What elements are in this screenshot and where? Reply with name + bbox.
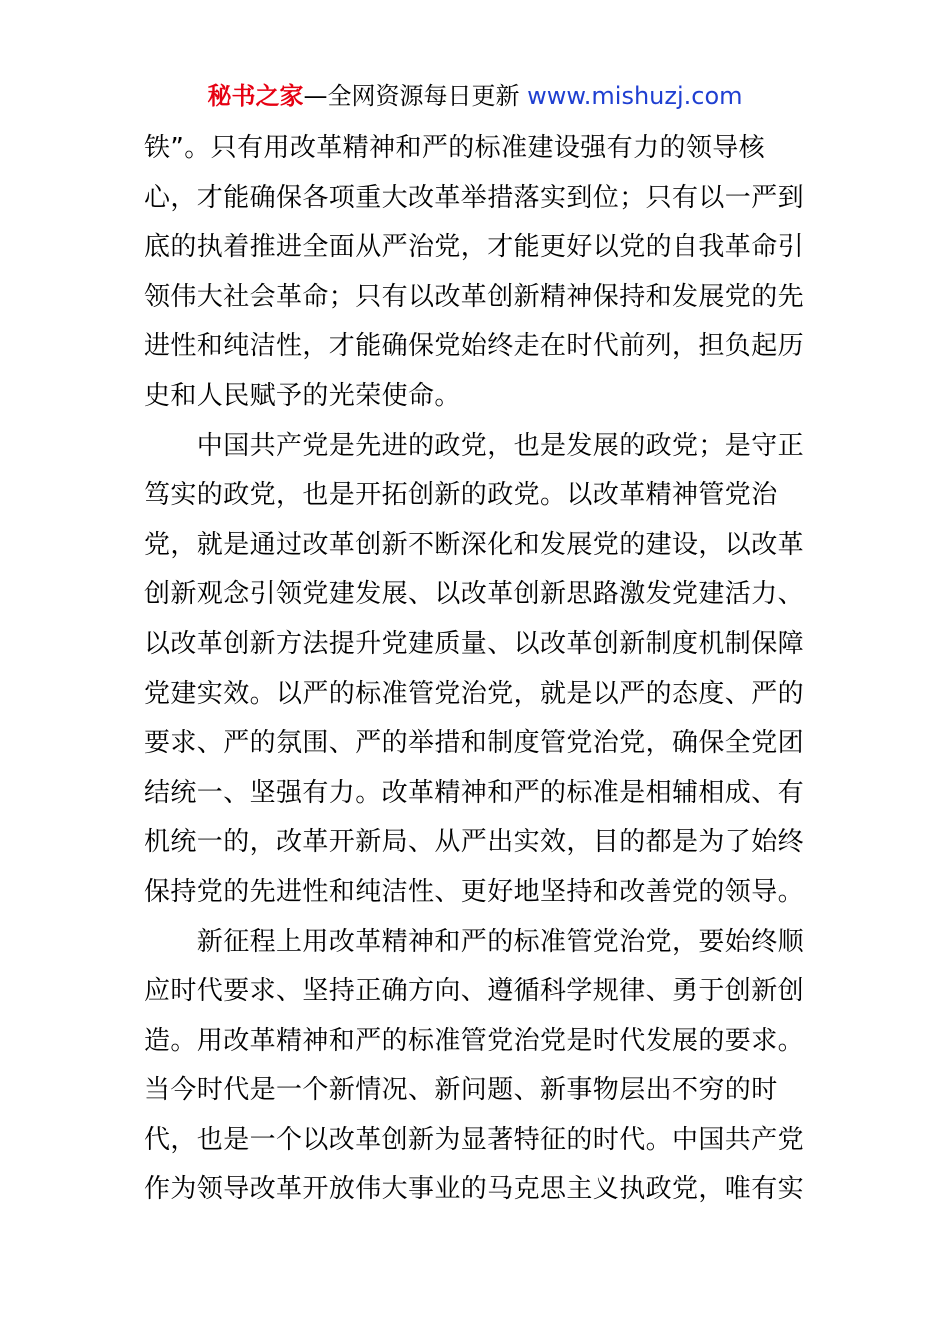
text-line: 领伟大社会革命；只有以改革创新精神保持和发展党的先 (144, 281, 805, 312)
text-line: 心，才能确保各项重大改革举措落实到位；只有以一严到 (144, 182, 805, 213)
document-body (144, 124, 808, 1215)
text-line: 应时代要求、坚持正确方向、遵循科学规律、勇于创新创 (144, 976, 805, 1007)
text-line: 造。用改革精神和严的标准管党治党是时代发展的要求。 (144, 1025, 805, 1056)
text-line: 新征程上用改革精神和严的标准管党治党，要始终顺 (144, 926, 805, 957)
text-line: 要求、严的氛围、严的举措和制度管党治党，确保全党团 (144, 728, 805, 759)
site-url[interactable]: www.mishuzj.com (527, 82, 743, 110)
brand-name: 秘书之家 (207, 82, 304, 110)
text-line: 以改革创新方法提升党建质量、以改革创新制度机制保障 (144, 628, 805, 659)
text-line: 保持党的先进性和纯洁性、更好地坚持和改善党的领导。 (144, 876, 805, 907)
text-line: 中国共产党是先进的政党，也是发展的政党；是守正 (144, 430, 805, 461)
page-header (0, 80, 950, 112)
text-line: 底的执着推进全面从严治党，才能更好以党的自我革命引 (144, 232, 805, 263)
text-line: 党建实效。以严的标准管党治党，就是以严的态度、严的 (144, 678, 805, 709)
header-tagline: —全网资源每日更新 (303, 82, 528, 110)
text-line: 笃实的政党，也是开拓创新的政党。以改革精神管党治 (144, 480, 778, 511)
text-line: 机统一的，改革开新局、从严出实效，目的都是为了始终 (144, 827, 805, 858)
text-line: 史和人民赋予的光荣使命。 (144, 380, 461, 411)
text-line: 铁”。只有用改革精神和严的标准建设强有力的领导核 (144, 133, 766, 163)
text-line: 作为领导改革开放伟大事业的马克思主义执政党，唯有实 (144, 1174, 805, 1205)
text-line: 党，就是通过改革创新不断深化和发展党的建设，以改革 (144, 529, 805, 560)
text-line: 进性和纯洁性，才能确保党始终走在时代前列，担负起历 (144, 331, 805, 362)
text-line: 创新观念引领党建发展、以改革创新思路激发党建活力、 (144, 579, 805, 610)
text-line: 代，也是一个以改革创新为显著特征的时代。中国共产党 (144, 1124, 805, 1155)
text-line: 当今时代是一个新情况、新问题、新事物层出不穷的时 (144, 1075, 778, 1106)
text-line: 结统一、坚强有力。改革精神和严的标准是相辅相成、有 (144, 777, 805, 808)
